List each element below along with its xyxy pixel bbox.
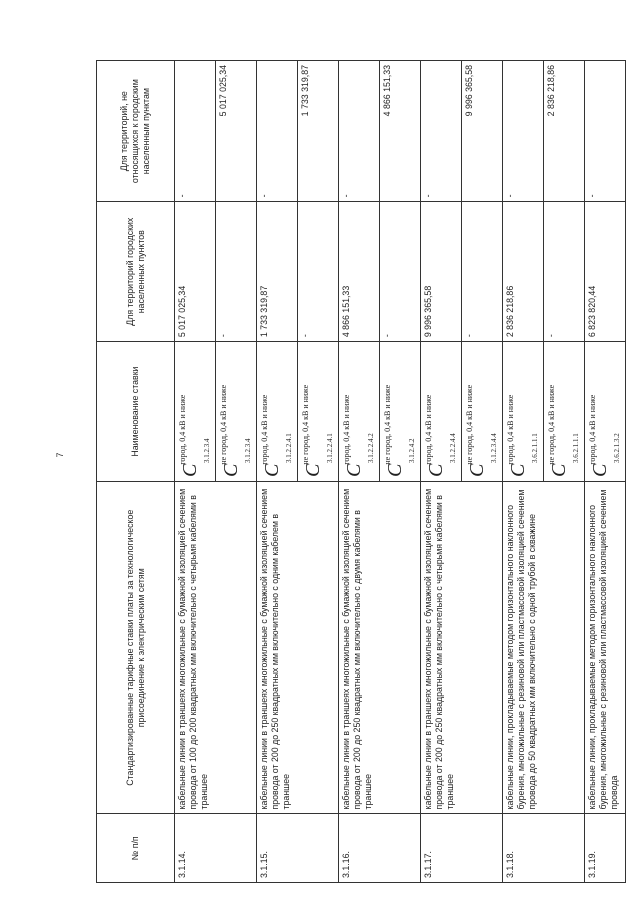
table-row <box>421 61 462 883</box>
rate-subscript: 3.6.2.1.1.1 <box>572 433 580 463</box>
rural-value: - <box>585 61 626 202</box>
row-number: 3.1.15. <box>257 814 339 883</box>
rural-value: 4 866 151,33 <box>380 61 421 202</box>
rate-symbol: C <box>384 464 406 477</box>
rate-superscript: город, 0,4 кВ и ниже <box>260 394 269 465</box>
header-urban: Для территорий городских населенных пунктов <box>97 202 175 342</box>
rate-formula <box>216 342 257 482</box>
urban-value: - <box>380 202 421 342</box>
rate-formula <box>462 342 503 482</box>
header-rural: Для территорий, не относящихся к городским населенным пунктам <box>97 61 175 202</box>
rate-superscript: не город, 0,4 кВ и ниже <box>219 384 228 465</box>
rural-value: 5 017 025,34 <box>216 61 257 202</box>
row-number: 3.1.16. <box>339 814 421 883</box>
urban-value: - <box>544 202 585 342</box>
rate-formula <box>257 342 298 482</box>
rate-formula <box>298 342 339 482</box>
rate-subscript: 3.1.2.2.4.1 <box>285 433 293 463</box>
rate-superscript: город, 0,4 кВ и ниже <box>178 394 187 465</box>
rate-formula <box>585 342 626 482</box>
rate-superscript: не город, 0,4 кВ и ниже <box>547 384 556 465</box>
rural-value: 1 733 319,87 <box>298 61 339 202</box>
table-row <box>585 61 626 883</box>
row-number: 3.1.18. <box>503 814 585 883</box>
rural-value: 2 836 218,86 <box>544 61 585 202</box>
row-description: кабельные линии в траншеях многожильные с бумажной изоляцией сечением провода от 200 до 250 квадратных мм включительно с четырьмя кабелями в траншее <box>421 482 503 815</box>
rate-superscript: город, 0,4 кВ и ниже <box>424 394 433 465</box>
urban-value: - <box>216 202 257 342</box>
rural-value: - <box>421 61 462 202</box>
rate-subscript: 3.1.2.2.4.1 <box>326 433 334 463</box>
rural-value: - <box>175 61 216 202</box>
table-header-row <box>97 61 175 883</box>
table-row <box>339 61 380 883</box>
table-row <box>175 61 216 883</box>
rate-formula <box>421 342 462 482</box>
rotated-page-content <box>96 60 621 883</box>
rate-symbol: C <box>179 464 201 477</box>
rate-symbol: C <box>343 464 365 477</box>
row-description: кабельные линии в траншеях многожильные с бумажной изоляцией сечением провода от 100 до 200 квадратных мм включительно с четырьмя кабелями в траншее <box>175 482 257 815</box>
urban-value: - <box>462 202 503 342</box>
rate-formula <box>503 342 544 482</box>
row-number: 3.1.17. <box>421 814 503 883</box>
rate-superscript: город, 0,4 кВ и ниже <box>342 394 351 465</box>
row-description: кабельные линии, прокладываемые методом горизонтального наклонного бурения, многожильные с резиновой или пластмассовой изоляцией сечением провода <box>585 482 626 815</box>
rural-value: - <box>257 61 298 202</box>
rate-superscript: город, 0,4 кВ и ниже <box>588 394 597 465</box>
rate-formula <box>380 342 421 482</box>
rate-subscript: 3.1.2.2.4.2 <box>367 433 375 463</box>
row-number: 3.1.14. <box>175 814 257 883</box>
row-description: кабельные линии в траншеях многожильные с бумажной изоляцией сечением провода от 200 до 250 квадратных мм включительно с одним кабелем в траншее <box>257 482 339 815</box>
rate-superscript: не город, 0,4 кВ и ниже <box>383 384 392 465</box>
table-row <box>257 61 298 883</box>
rate-subscript: 3.1.2.2.4.4 <box>449 433 457 463</box>
rate-subscript: 3.6.2.1.1.1 <box>531 433 539 463</box>
rate-symbol: C <box>589 464 611 477</box>
rate-symbol: C <box>548 464 570 477</box>
rate-subscript: 3.6.2.1.3.2 <box>613 433 621 463</box>
header-rate-name: Наименование ставки <box>97 342 175 482</box>
urban-value: 2 836 218,86 <box>503 202 544 342</box>
rate-formula <box>175 342 216 482</box>
rate-formula <box>544 342 585 482</box>
header-tariff-description: Стандартизированные тарифные ставки платы за технологическое присоединение к электрическим сетям <box>97 482 175 815</box>
rate-superscript: город, 0,4 кВ и ниже <box>506 394 515 465</box>
rate-symbol: C <box>302 464 324 477</box>
row-number: 3.1.19. <box>585 814 626 883</box>
urban-value: 1 733 319,87 <box>257 202 298 342</box>
rate-superscript: не город, 0,4 кВ и ниже <box>465 384 474 465</box>
rural-value: 9 996 365,58 <box>462 61 503 202</box>
rate-symbol: C <box>220 464 242 477</box>
rate-symbol: C <box>425 464 447 477</box>
rate-formula <box>339 342 380 482</box>
tariff-table <box>96 60 626 883</box>
rate-subscript: 3.1.2.4.2 <box>408 438 416 463</box>
urban-value: 4 866 151,33 <box>339 202 380 342</box>
urban-value: 5 017 025,34 <box>175 202 216 342</box>
rate-symbol: C <box>466 464 488 477</box>
page-number: 7 <box>55 452 65 458</box>
header-num: № п/п <box>97 814 175 883</box>
rural-value: - <box>503 61 544 202</box>
rural-value: - <box>339 61 380 202</box>
rate-subscript: 3.1.2.3.4 <box>203 438 211 463</box>
rate-symbol: C <box>507 464 529 477</box>
rate-subscript: 3.1.2.3.4 <box>244 438 252 463</box>
table-row <box>503 61 544 883</box>
urban-value: 9 996 365,58 <box>421 202 462 342</box>
urban-value: - <box>298 202 339 342</box>
urban-value: 6 823 820,44 <box>585 202 626 342</box>
rate-symbol: C <box>261 464 283 477</box>
rate-subscript: 3.1.2.3.4.4 <box>490 433 498 463</box>
rate-superscript: не город, 0,4 кВ и ниже <box>301 384 310 465</box>
row-description: кабельные линии в траншеях многожильные с бумажной изоляцией сечением провода от 200 до 250 квадратных мм включительно с двумя кабелями в траншее <box>339 482 421 815</box>
row-description: кабельные линии, прокладываемые методом горизонтального наклонного бурения, многожильные с резиновой или пластмассовой изоляцией сечением провода до 50 квадратных мм включительно с одной трубой в скважине <box>503 482 585 815</box>
